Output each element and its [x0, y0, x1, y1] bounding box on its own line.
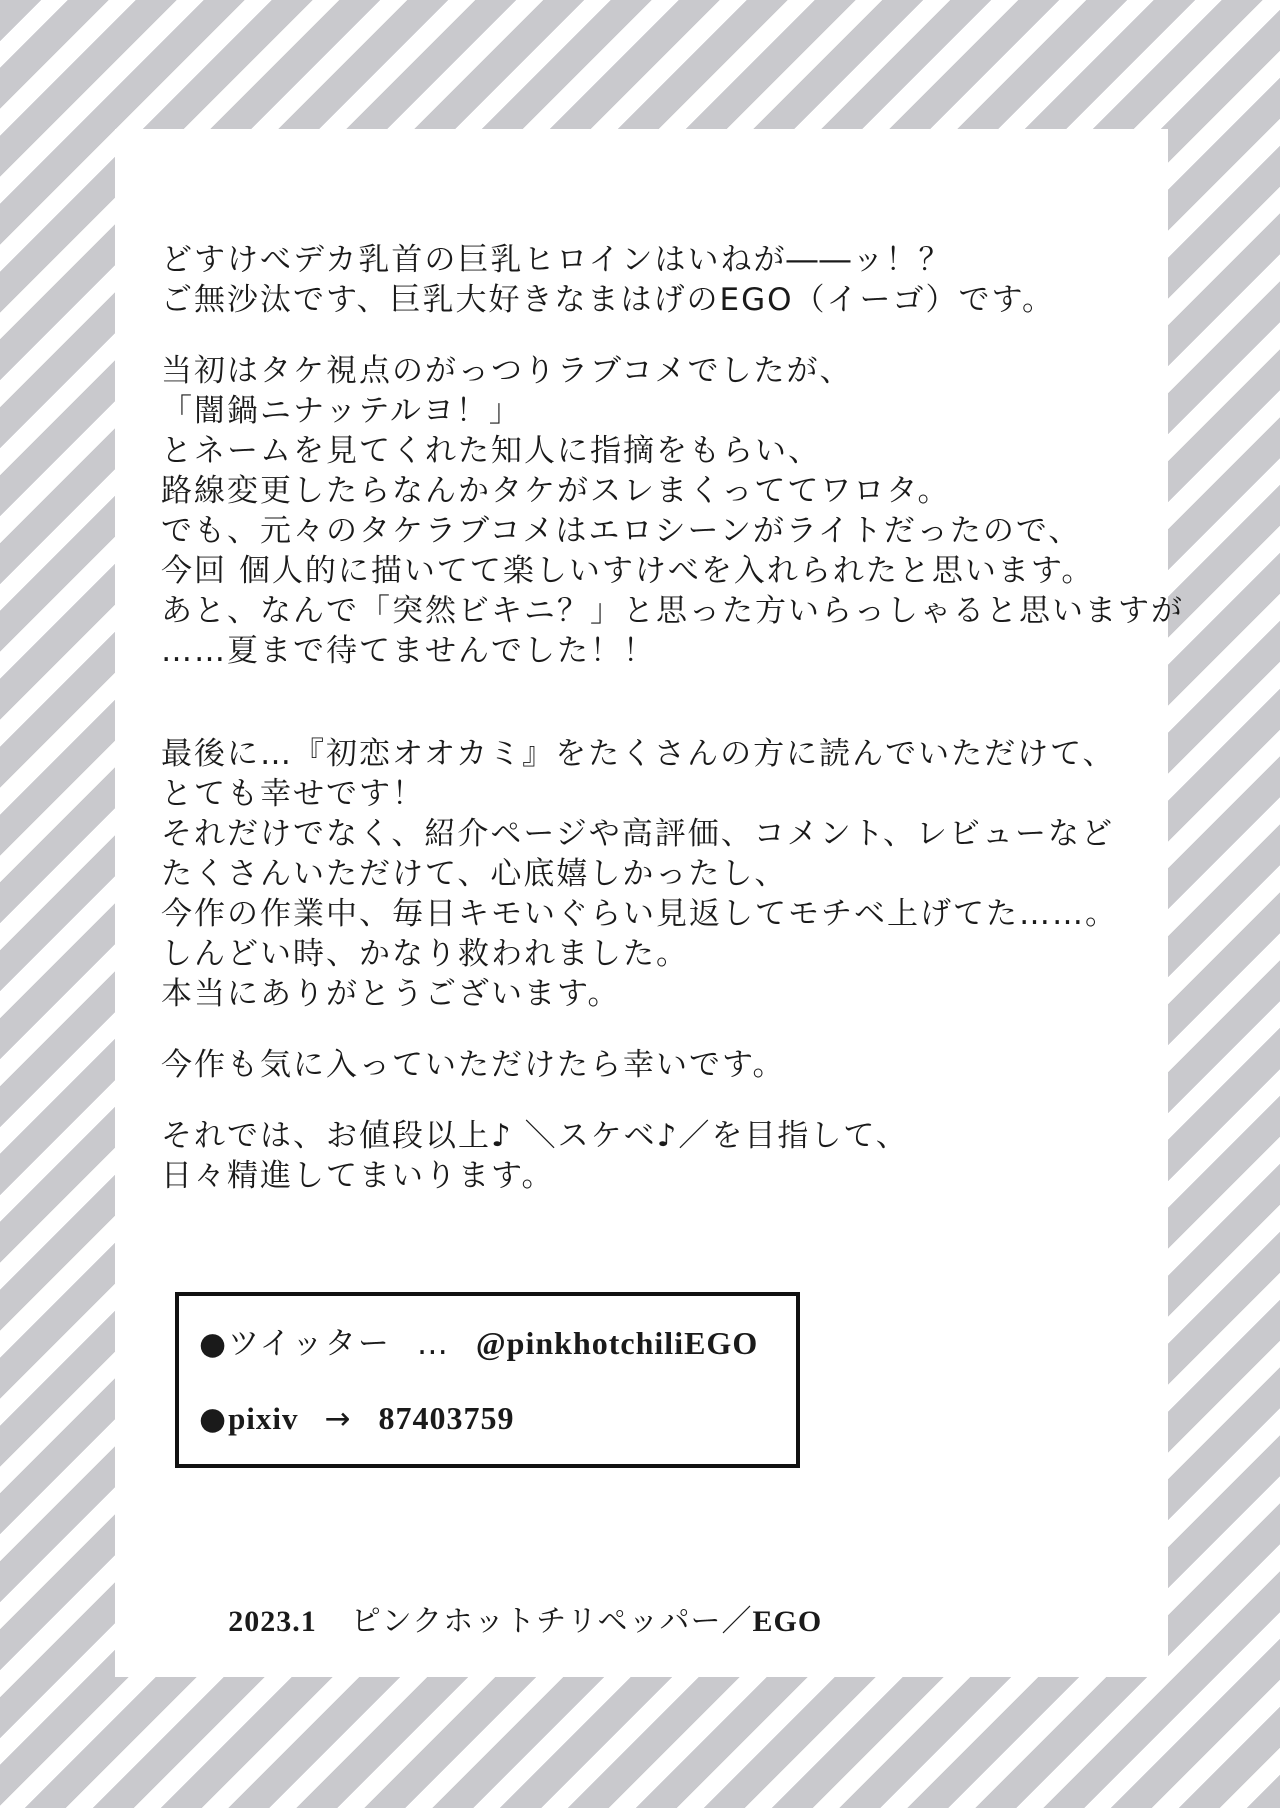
text-line: でも、元々のタケラブコメはエロシーンがライトだったので、: [161, 513, 1082, 549]
text-line: ……夏まで待てませんでした！！: [161, 633, 656, 669]
bullet-icon: ●: [199, 1401, 229, 1437]
pixiv-label: pixiv: [228, 1401, 299, 1436]
text-line: 今作も気に入っていただけたら幸いです。: [161, 1047, 786, 1083]
afterword-paragraph: [161, 734, 1121, 1014]
arrow-right-icon: →: [324, 1401, 353, 1437]
credit-circle: ピンクホットチリペッパー／: [350, 1604, 753, 1639]
credit-author: EGO: [752, 1605, 823, 1638]
text-line: 今回 個人的に描いてて楽しいすけべを入れられたと思います。: [161, 553, 1095, 589]
text-line: それでは、お値段以上♪ ＼スケベ♪／を目指して、: [161, 1118, 909, 1154]
text-line: ご無沙汰です、巨乳大好きなまはげのEGO（イーゴ）です。: [161, 282, 1056, 318]
text-line: 路線変更したらなんかタケがスレまくっててワロタ。: [161, 473, 951, 509]
text-line: 「闇鍋ニナッテルヨ！」: [161, 393, 522, 429]
twitter-label: ツイッター: [228, 1326, 391, 1362]
text-line: どすけべデカ乳首の巨乳ヒロインはいねが――ッ！？: [161, 242, 952, 278]
text-line: 今作の作業中、毎日キモいぐらい見返してモチベ上げてた……。: [161, 896, 1118, 932]
contact-box: [175, 1292, 800, 1468]
text-line: 当初はタケ視点のがっつりラブコメでしたが、: [161, 353, 853, 389]
afterword-paragraph: [161, 1045, 1121, 1085]
text-line: それだけでなく、紹介ページや高評価、コメント、レビューなど: [161, 816, 1114, 852]
text-line: 日々精進してまいります。: [161, 1158, 555, 1194]
separator-dots: …: [416, 1326, 450, 1362]
bullet-icon: ●: [199, 1326, 229, 1362]
credit-date: 2023.1: [228, 1605, 317, 1638]
text-line: たくさんいただけて、心底嬉しかったし、: [161, 856, 788, 892]
pixiv-id: 87403759: [378, 1400, 515, 1436]
afterword-paragraph: [161, 1116, 1121, 1196]
text-line: とても幸せです！: [161, 776, 425, 812]
afterword-paper: [115, 129, 1184, 1677]
twitter-contact-row: [199, 1323, 796, 1364]
text-line: しんどい時、かなり救われました。: [161, 936, 689, 972]
afterword-paragraph: [161, 240, 1121, 320]
text-line: 本当にありがとうございます。: [161, 976, 621, 1012]
text-line: とネームを見てくれた知人に指摘をもらい、: [161, 433, 821, 469]
text-line: あと、なんで「突然ビキニ？」と思った方いらっしゃると思いますが: [161, 593, 1184, 629]
pixiv-contact-row: [199, 1398, 796, 1439]
text-line: 最後に…『初恋オオカミ』をたくさんの方に読んでいただけて、: [161, 736, 1116, 772]
credit-line: [165, 1562, 822, 1682]
afterword-text: [161, 240, 1184, 1196]
twitter-handle: @pinkhotchiliEGO: [475, 1325, 759, 1361]
afterword-paragraph: [161, 351, 1184, 671]
